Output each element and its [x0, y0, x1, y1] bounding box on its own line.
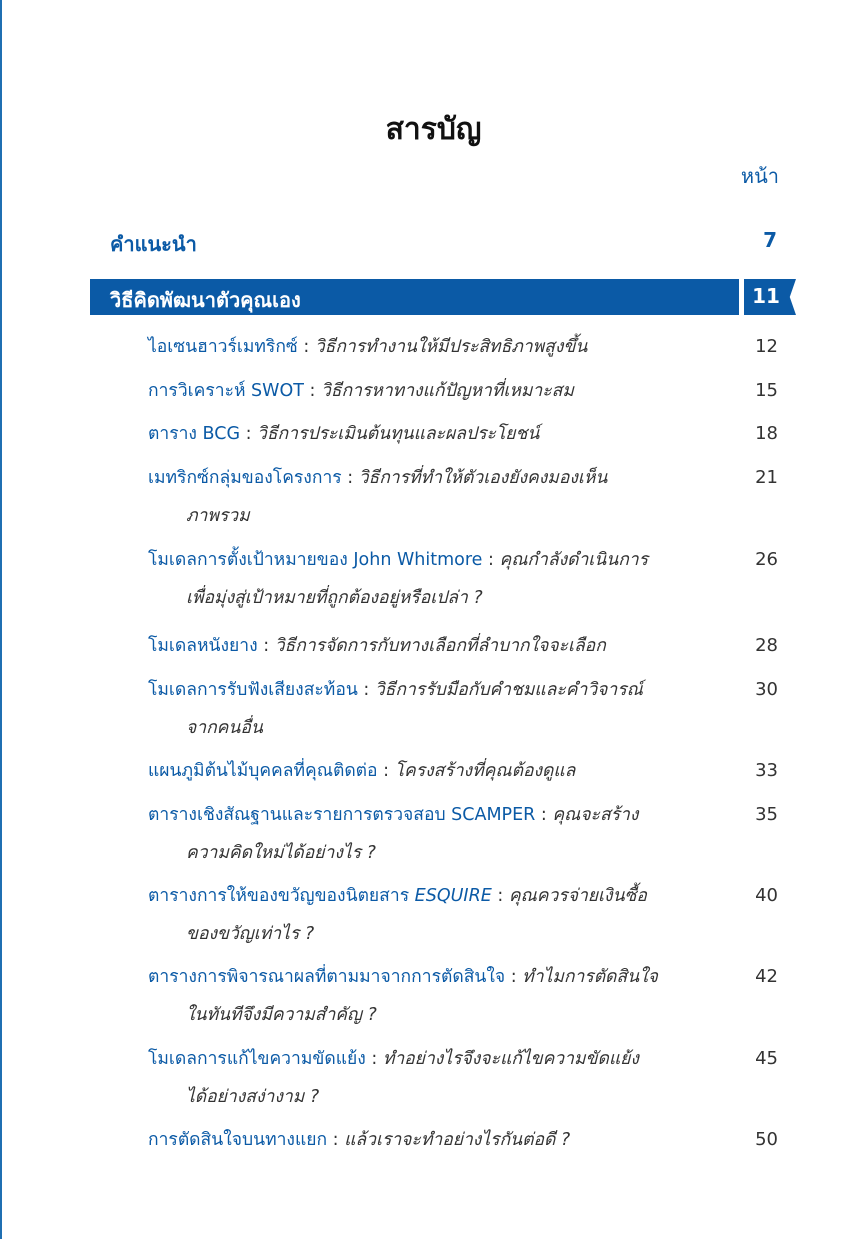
- entry-title: โมเดลหนังยาง: [148, 636, 258, 656]
- toc-intro-label[interactable]: คำแนะนำ: [110, 232, 197, 256]
- entry-description: วิธีการจัดการกับทางเลือกที่ลำบากใจจะเลือก: [274, 636, 606, 656]
- entry-title: ตารางเชิงสัณฐานและรายการตรวจสอบ SCAMPER: [148, 805, 536, 825]
- toc-entry[interactable]: [148, 958, 748, 1034]
- entry-description: วิธีการทำงานให้มีประสิทธิภาพสูงขึ้น: [314, 337, 588, 357]
- entry-description: ทำอย่างไรจึงจะแก้ไขความขัดแย้ง: [382, 1049, 639, 1069]
- entry-description-continued: ในทันทีจึงมีความสำคัญ ?: [186, 1005, 377, 1025]
- toc-entry[interactable]: [148, 541, 748, 617]
- toc-entry[interactable]: [148, 627, 748, 665]
- entry-title: เมทริกซ์กลุ่มของโครงการ: [148, 468, 342, 488]
- toc-entry[interactable]: [148, 459, 748, 535]
- page-edge-rule: [0, 0, 2, 1239]
- entry-description: คุณกำลังดำเนินการ: [499, 550, 649, 570]
- entry-title: การตัดสินใจบนทางแยก: [148, 1130, 328, 1150]
- entry-page-number: 50: [755, 1129, 778, 1150]
- entry-separator: :: [240, 424, 258, 444]
- section-header-label[interactable]: วิธีคิดพัฒนาตัวคุณเอง: [110, 288, 301, 312]
- entry-title: แผนภูมิต้นไม้บุคคลที่คุณติดต่อ: [148, 761, 378, 781]
- entry-page-number: 45: [755, 1048, 778, 1069]
- entry-description: วิธีการรับมือกับคำชมและคำวิจารณ์: [374, 680, 643, 700]
- entry-description: วิธีการหาทางแก้ปัญหาที่เหมาะสม: [320, 381, 574, 401]
- entry-page-number: 15: [755, 380, 778, 401]
- section-page-number: 11: [752, 284, 780, 308]
- entry-description-continued: ความคิดใหม่ได้อย่างไร ?: [186, 843, 376, 863]
- toc-entry[interactable]: [148, 1040, 748, 1116]
- entry-page-number: 33: [755, 760, 778, 781]
- entry-page-number: 26: [755, 549, 778, 570]
- entry-page-number: 30: [755, 679, 778, 700]
- entry-separator: :: [365, 1049, 383, 1069]
- entry-separator: :: [482, 550, 500, 570]
- entry-title-emphasis: ESQUIRE: [409, 886, 492, 906]
- entry-description-continued: เพื่อมุ่งสู่เป้าหมายที่ถูกต้องอยู่หรือเปล่า ?: [186, 588, 483, 608]
- entry-title: การวิเคราะห์ SWOT: [148, 381, 304, 401]
- entry-separator: :: [357, 680, 375, 700]
- toc-entry[interactable]: [148, 328, 748, 366]
- entry-description: คุณควรจ่ายเงินซื้อ: [508, 886, 647, 906]
- entry-separator: :: [535, 805, 553, 825]
- toc-entry[interactable]: [148, 1121, 748, 1159]
- entry-title: ตารางการพิจารณาผลที่ตามมาจากการตัดสินใจ: [148, 967, 506, 987]
- entry-separator: :: [491, 886, 509, 906]
- page-column-label: หน้า: [740, 164, 779, 188]
- entry-page-number: 42: [755, 966, 778, 987]
- entry-separator: :: [377, 761, 395, 781]
- entry-title: ตารางการให้ของขวัญของนิตยสาร: [148, 886, 410, 906]
- entry-page-number: 21: [755, 467, 778, 488]
- toc-entry[interactable]: [148, 415, 748, 453]
- entry-separator: :: [341, 468, 359, 488]
- entry-page-number: 18: [755, 423, 778, 444]
- toc-entry[interactable]: [148, 752, 748, 790]
- entry-separator: :: [303, 381, 321, 401]
- entry-separator: :: [297, 337, 315, 357]
- toc-entry[interactable]: [148, 877, 748, 953]
- entry-title: โมเดลการตั้งเป้าหมายของ John Whitmore: [148, 550, 483, 570]
- entry-description-continued: ภาพรวม: [186, 506, 250, 526]
- entry-page-number: 28: [755, 635, 778, 656]
- entry-title: โมเดลการแก้ไขความขัดแย้ง: [148, 1049, 366, 1069]
- entry-description-continued: จากคนอื่น: [186, 718, 263, 738]
- toc-title: สารบัญ: [385, 112, 482, 147]
- entry-title: โมเดลการรับฟังเสียงสะท้อน: [148, 680, 358, 700]
- toc-intro-page: 7: [763, 228, 777, 252]
- entry-description-continued: ได้อย่างสง่างาม ?: [186, 1087, 320, 1107]
- entry-description: แล้วเราจะทำอย่างไรกันต่อดี ?: [344, 1130, 571, 1150]
- toc-entry[interactable]: [148, 671, 748, 747]
- entry-separator: :: [327, 1130, 345, 1150]
- toc-entry[interactable]: [148, 796, 748, 872]
- entry-separator: :: [257, 636, 275, 656]
- entry-title: ตาราง BCG: [148, 424, 241, 444]
- entry-page-number: 35: [755, 804, 778, 825]
- entry-separator: :: [505, 967, 523, 987]
- entry-description: โครงสร้างที่คุณต้องดูแล: [394, 761, 576, 781]
- entry-title: ไอเซนฮาวร์เมทริกซ์: [148, 337, 298, 357]
- entry-page-number: 40: [755, 885, 778, 906]
- toc-entry[interactable]: [148, 372, 748, 410]
- entry-page-number: 12: [755, 336, 778, 357]
- entry-description: วิธีการประเมินต้นทุนและผลประโยชน์: [257, 424, 540, 444]
- entry-description: วิธีการที่ทำให้ตัวเองยังคงมองเห็น: [358, 468, 608, 488]
- entry-description-continued: ของขวัญเท่าไร ?: [186, 924, 315, 944]
- entry-description: ทำไมการตัดสินใจ: [522, 967, 658, 987]
- entry-description: คุณจะสร้าง: [552, 805, 639, 825]
